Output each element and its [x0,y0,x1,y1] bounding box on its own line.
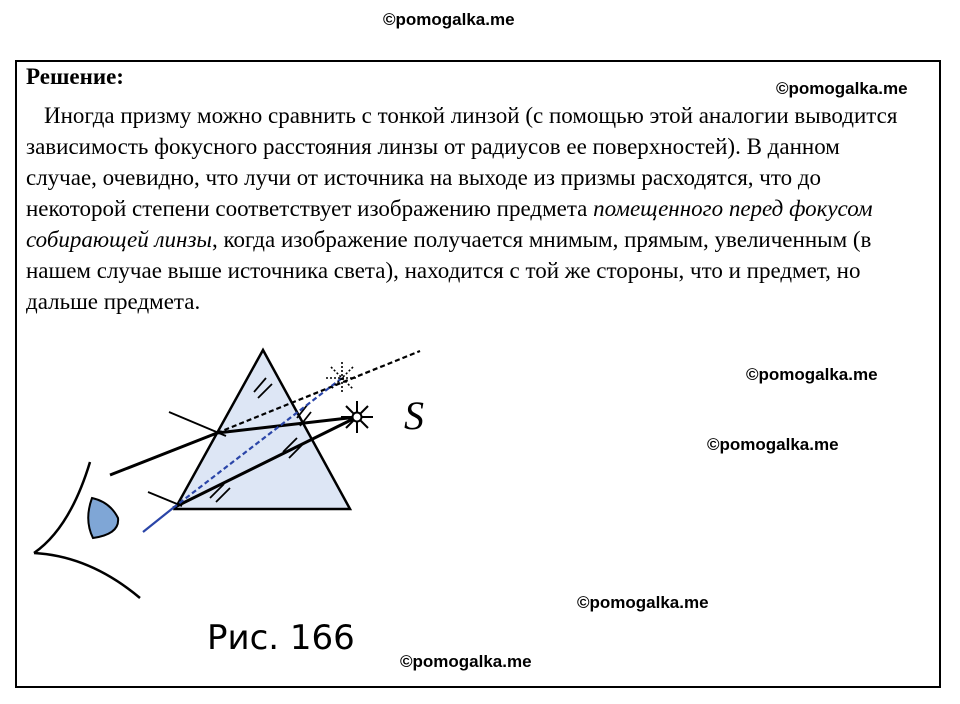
paragraph-italic-text: помещенного перед фокусом собирающей линзы [26,196,873,252]
light-source-point [353,413,362,422]
normal-line-lower [148,492,182,506]
watermark: ©pomogalka.me [776,79,908,98]
virtual-ray-blue [143,508,173,532]
source-label: S [404,393,424,438]
watermark-top: ©pomogalka.me [383,10,515,29]
figure-caption: Рис. 166 [207,618,355,658]
eye-upper-lid [34,462,90,553]
solution-paragraph [26,100,916,317]
watermark: ©pomogalka.me [746,365,878,384]
prism-figure [0,330,480,600]
paragraph-text: Иногда призму можно сравнить с тонкой линзой (с помощью этой аналогии выводится зависимость фокусного расстояния линзы от радиусов ее поверхностей). В данном случае, очевидно, что лучи от источника на выходе из призмы расходятся, что до некоторой степени соответствует изображению предмета [26,103,898,221]
watermark: ©pomogalka.me [400,652,532,671]
solution-heading: Решение: [26,64,124,89]
paragraph-text-end: , когда изображение получается мнимым, прямым, увеличенным (в нашем случае выше источника света), находится с той же стороны, что и предмет, но дальше предмета. [26,227,872,314]
watermark: ©pomogalka.me [577,593,709,612]
watermark: ©pomogalka.me [707,435,839,454]
eye-lens [88,498,118,538]
eye-lower-lid [34,553,140,598]
